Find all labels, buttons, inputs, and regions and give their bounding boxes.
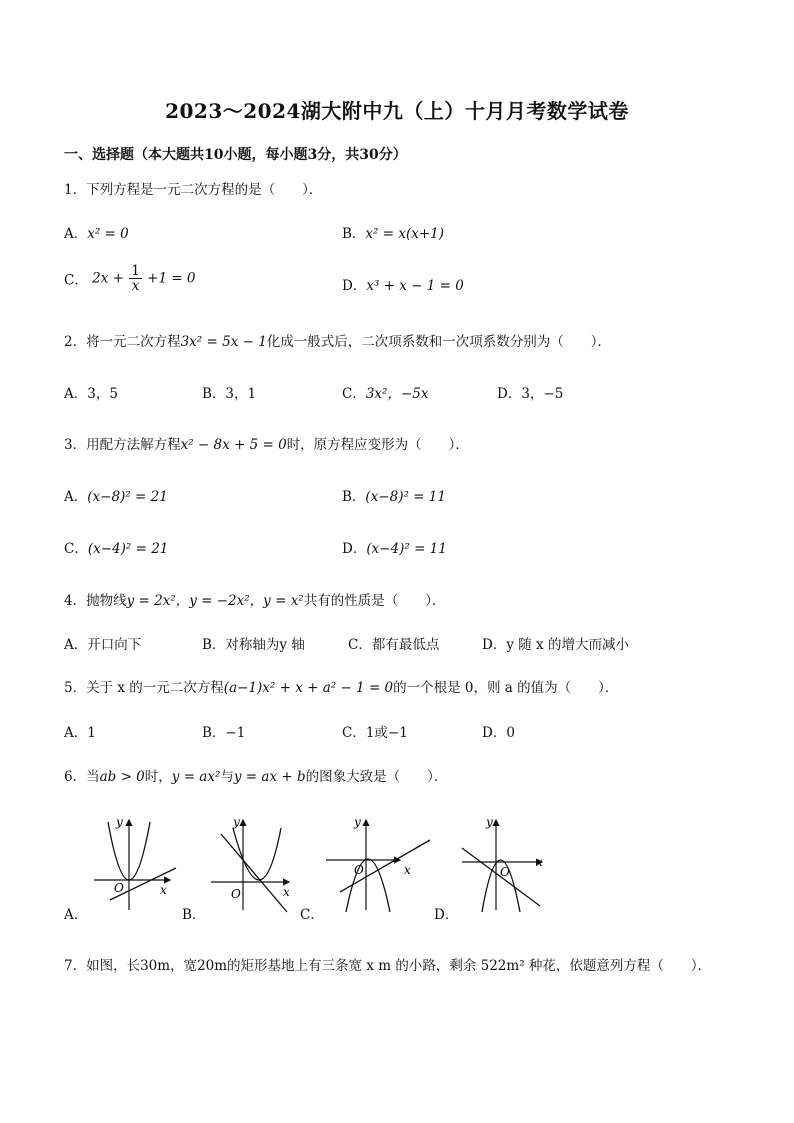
parabola [233,828,281,880]
q6-graph-d [458,812,558,916]
stem-text: 2．将一元二次方程 [64,334,181,350]
q3-option-d [342,537,447,557]
math-expression: y = ax² [171,769,221,785]
q2-option-a: A．3，5 [64,386,118,402]
stem-text: 化成一般式后，二次项系数和一次项系数分别为（ ）． [266,334,612,350]
option-label: C． [64,541,88,557]
stem-text: 的图象大致是（ ）． [305,769,448,785]
q2-option-d: D．3，−5 [497,386,564,402]
q4-option-b: B．对称轴为y 轴 [202,637,305,653]
q6-option-d: D． [434,907,459,923]
math-expression: 2x + [92,270,124,287]
q6-option-a: A． [64,907,88,923]
q1-option-a [64,222,129,242]
x-axis-label: x [160,883,167,897]
y-axis-label: y [116,815,123,829]
math-expression: ab > 0 [99,769,145,785]
stem-text: 的一个根是 0，则 a 的值为（ ）． [393,680,619,696]
option-label: A． [64,226,88,242]
q4-option-d: D．y 随 x 的增大而减小 [482,637,629,653]
y-axis-label: y [233,815,240,829]
q5-option-d: D．0 [482,725,515,741]
fraction [129,264,142,293]
stem-text: 6．当 [64,769,100,785]
section-heading: 一、选择题（本大题共10小题，每小题3分，共30分） [64,147,407,163]
stem-text: 与 [220,769,234,785]
math-expression: +1 = 0 [147,270,196,287]
option-label: C． [64,272,88,289]
origin-label: O [354,863,364,877]
origin-label: O [231,887,241,901]
q4-option-a: A．开口向下 [64,637,142,653]
math-expression: x² = x(x+1) [365,226,445,242]
y-axis-label: y [354,815,361,829]
math-expression: x² = 0 [87,226,129,242]
question-1-stem: 1．下列方程是一元二次方程的是（ ）． [64,182,323,198]
stem-text: 时，原方程应变形为（ ）． [286,437,469,453]
question-5-stem [64,676,618,696]
math-expression: 3x²，−5x [365,386,429,402]
stem-text: 时， [144,769,172,785]
x-axis-label: x [404,863,411,877]
question-7-stem: 7．如图，长30m，宽20m的矩形基地上有三条宽 x m 的小路，剩余 522m² 种花，依题意列方程（ ）． [64,958,712,974]
math-expression: x² − 8x + 5 = 0 [180,437,287,453]
q1-option-c [64,264,196,293]
option-label: A． [64,489,88,505]
q3-option-c [64,537,168,557]
q2-option-c [342,382,428,402]
stem-text: 4．抛物线 [64,593,127,609]
q5-option-c: C．1或−1 [342,725,408,741]
page-title: 2023～2024湖大附中九（上）十月月考数学试卷 [165,99,629,123]
stem-text: 3．用配方法解方程 [64,437,181,453]
q3-option-a [64,485,168,505]
q2-option-b: B．3，1 [202,386,257,402]
question-4-stem [64,589,445,609]
x-axis-label: x [283,885,290,899]
q6-option-b: B． [182,907,206,923]
math-expression: y = 2x²，y = −2x²，y = x² [126,593,304,609]
math-expression: (x−4)² = 21 [87,541,169,557]
q5-option-a: A．1 [64,725,96,741]
y-axis-label: y [486,815,493,829]
option-label: B． [342,226,366,242]
question-2-stem [64,330,611,350]
q1-option-b [342,222,444,242]
stem-text: 共有的性质是（ ）． [303,593,446,609]
stem-text: 5．关于 x 的一元二次方程 [64,680,224,696]
fraction-numerator: 1 [131,263,140,279]
q3-option-b [342,485,446,505]
option-label: B． [342,489,366,505]
option-label: D． [342,541,367,557]
q6-graph-c [322,812,434,916]
origin-label: O [500,865,510,879]
math-expression: (a−1)x² + x + a² − 1 = 0 [223,680,394,696]
q6-graph-b [205,812,305,916]
fraction-denominator: x [131,278,140,294]
option-label: D． [342,278,367,294]
q1-option-d [342,274,464,294]
math-expression: (x−8)² = 11 [365,489,446,505]
math-expression: y = ax + b [233,769,306,785]
x-axis-label: x [536,855,543,869]
math-expression: x³ + x − 1 = 0 [366,278,464,294]
q6-graph-a [88,812,188,916]
q6-option-c: C． [300,907,324,923]
math-expression: (x−8)² = 21 [87,489,168,505]
question-6-stem [64,765,447,785]
math-expression: (x−4)² = 11 [366,541,447,557]
q4-option-c: C．都有最低点 [348,637,440,653]
origin-label: O [114,881,124,895]
q5-option-b: B．−1 [202,725,246,741]
math-expression: 3x² = 5x − 1 [180,334,267,350]
question-3-stem [64,433,469,453]
option-label: C． [342,386,366,402]
